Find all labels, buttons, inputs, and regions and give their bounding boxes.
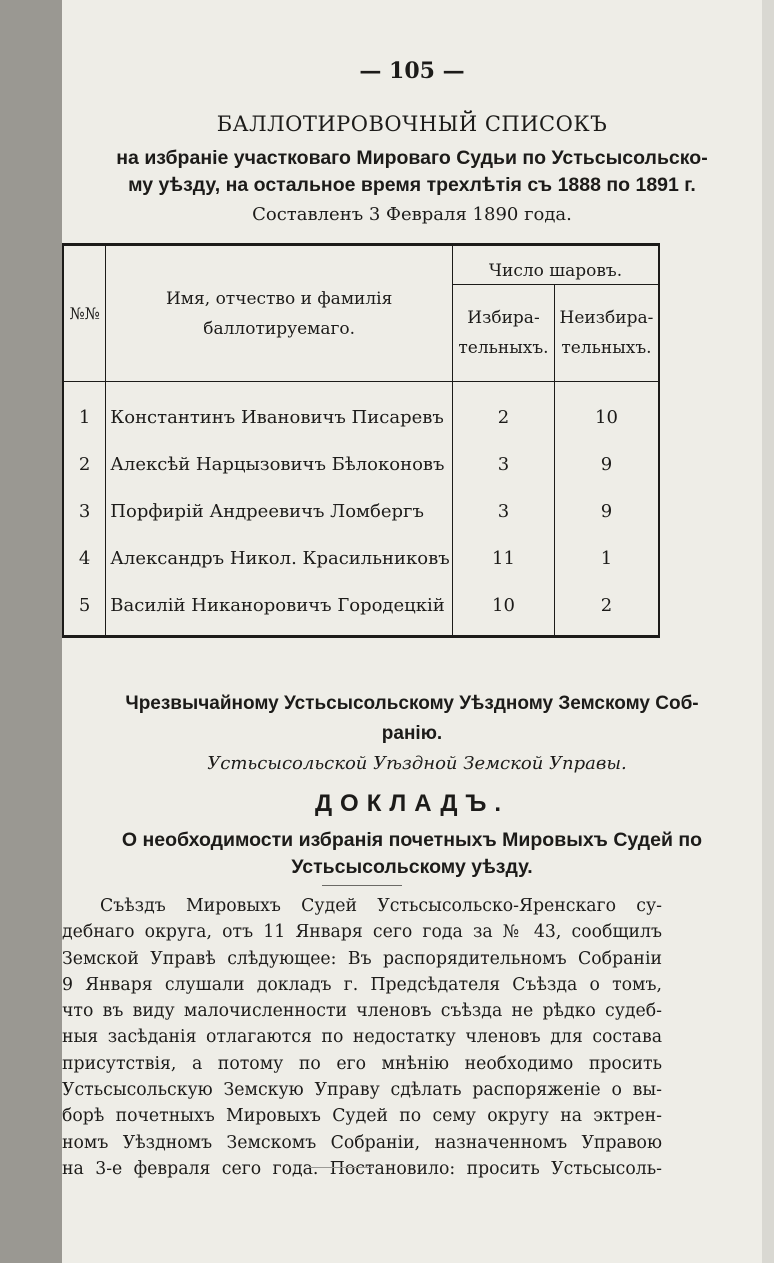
table-row (63, 441, 659, 488)
votes-for: 11 (453, 535, 555, 582)
header-number: №№ (63, 245, 106, 382)
row-number: 5 (63, 582, 106, 637)
report-addressee-line-1: Чрезвычайному Устьсысольскому Уѣздному Земскому Соб- (125, 693, 699, 714)
table-row (63, 382, 659, 442)
ballot-subtitle-line-1: на избраніе участковаго Мироваго Судьи по Устьсысольско- (116, 147, 708, 169)
page-number: — 105 — (359, 58, 465, 84)
bottom-divider-rule (310, 1167, 374, 1168)
body-line: Земской Управѣ слѣдующее: Въ распорядительномъ Собраніи (62, 948, 662, 969)
ballot-composed-date: Составленъ 3 Февраля 1890 года. (252, 204, 572, 225)
ballot-title: БАЛЛОТИРОВОЧНЫЙ СПИСОКЪ (216, 112, 608, 136)
row-number: 2 (63, 441, 106, 488)
body-line: что въ виду малочисленности членовъ съѣзда не рѣдко судеб- (62, 1001, 662, 1022)
header-against (554, 285, 659, 382)
header-against-line-1: Неизбира- (559, 308, 654, 328)
votes-against: 9 (600, 501, 613, 522)
body-line: номъ Уѣздномъ Земскомъ Собраніи, назначенномъ Управою (62, 1132, 662, 1153)
votes-against: 10 (554, 382, 659, 442)
votes-against: 1 (600, 548, 613, 569)
ballot-subtitle-line-2: му уѣзду, на остальное время трехлѣтія съ 1888 по 1891 г. (128, 174, 696, 196)
row-number: 4 (63, 535, 106, 582)
votes-for: 10 (453, 582, 555, 637)
report-body (62, 893, 662, 1182)
header-name-line-2: баллотируемаго. (203, 318, 356, 339)
header-against-line-2: тельныхъ. (561, 338, 652, 358)
header-ball-count: Число шаровъ. (453, 245, 659, 285)
ballot-table (62, 243, 660, 638)
candidate-name: Алексѣй Нарцызовичъ Бѣлоконовъ (106, 441, 453, 488)
body-line: Устьсысольскую Земскую Управу сдѣлать распоряженіе о вы- (62, 1080, 662, 1101)
body-line: 9 Января слушали докладъ г. Предсѣдателя Съѣзда о томъ, (62, 974, 662, 995)
header-for-line-2: тельныхъ. (458, 338, 549, 358)
votes-for: 2 (453, 382, 555, 442)
page-edge (762, 0, 774, 1263)
votes-for: 3 (453, 488, 555, 535)
row-number: 3 (63, 488, 106, 535)
report-addressee-line-2: ранію. (381, 723, 443, 744)
report-topic-line-1: О необходимости избранія почетныхъ Мировыхъ Судей по (121, 829, 703, 851)
header-name-line-1: Имя, отчество и фамилія (165, 288, 393, 309)
votes-against: 2 (600, 595, 613, 616)
body-line: присутствія, а потому по его мнѣнію необходимо просить (62, 1053, 662, 1074)
row-number: 1 (63, 382, 106, 442)
header-for-line-1: Избира- (467, 308, 540, 328)
body-line: Съѣздъ Мировыхъ Судей Устьсысольско-Яренскаго су- (100, 896, 662, 916)
body-line: ныя засѣданія отлагаются по недостатку членовъ для состава (62, 1027, 662, 1048)
report-authority: Устьсысольской Уѣздной Земской Управы. (207, 753, 627, 774)
table-row (63, 582, 659, 637)
table-row (63, 488, 659, 535)
candidate-name: Александръ Никол. Красильниковъ (106, 535, 453, 582)
votes-against: 9 (600, 454, 613, 475)
scanned-page (62, 0, 762, 1263)
table-row (63, 535, 659, 582)
table-header-row (63, 245, 659, 285)
votes-for: 3 (453, 441, 555, 488)
candidate-name: Порфирій Андреевичъ Ломбергъ (106, 488, 453, 535)
candidate-name: Константинъ Ивановичъ Писаревъ (106, 382, 453, 442)
divider-rule (322, 885, 402, 886)
body-line: борѣ почетныхъ Мировыхъ Судей по сему округу на эктрен- (62, 1106, 662, 1127)
header-name (106, 245, 453, 382)
body-line: дебнаго округа, отъ 11 Января сего года за № 43, сообщилъ (62, 922, 662, 943)
report-heading: ДОКЛАДЪ. (314, 790, 510, 817)
report-topic-line-2: Устьсысольскому уѣзду. (291, 856, 533, 878)
header-for (453, 285, 555, 382)
body-line: на 3-е февраля сего года. Постановило: просить Устьсысоль- (62, 1158, 662, 1179)
candidate-name: Василій Никанoровичъ Городецкій (106, 582, 453, 637)
